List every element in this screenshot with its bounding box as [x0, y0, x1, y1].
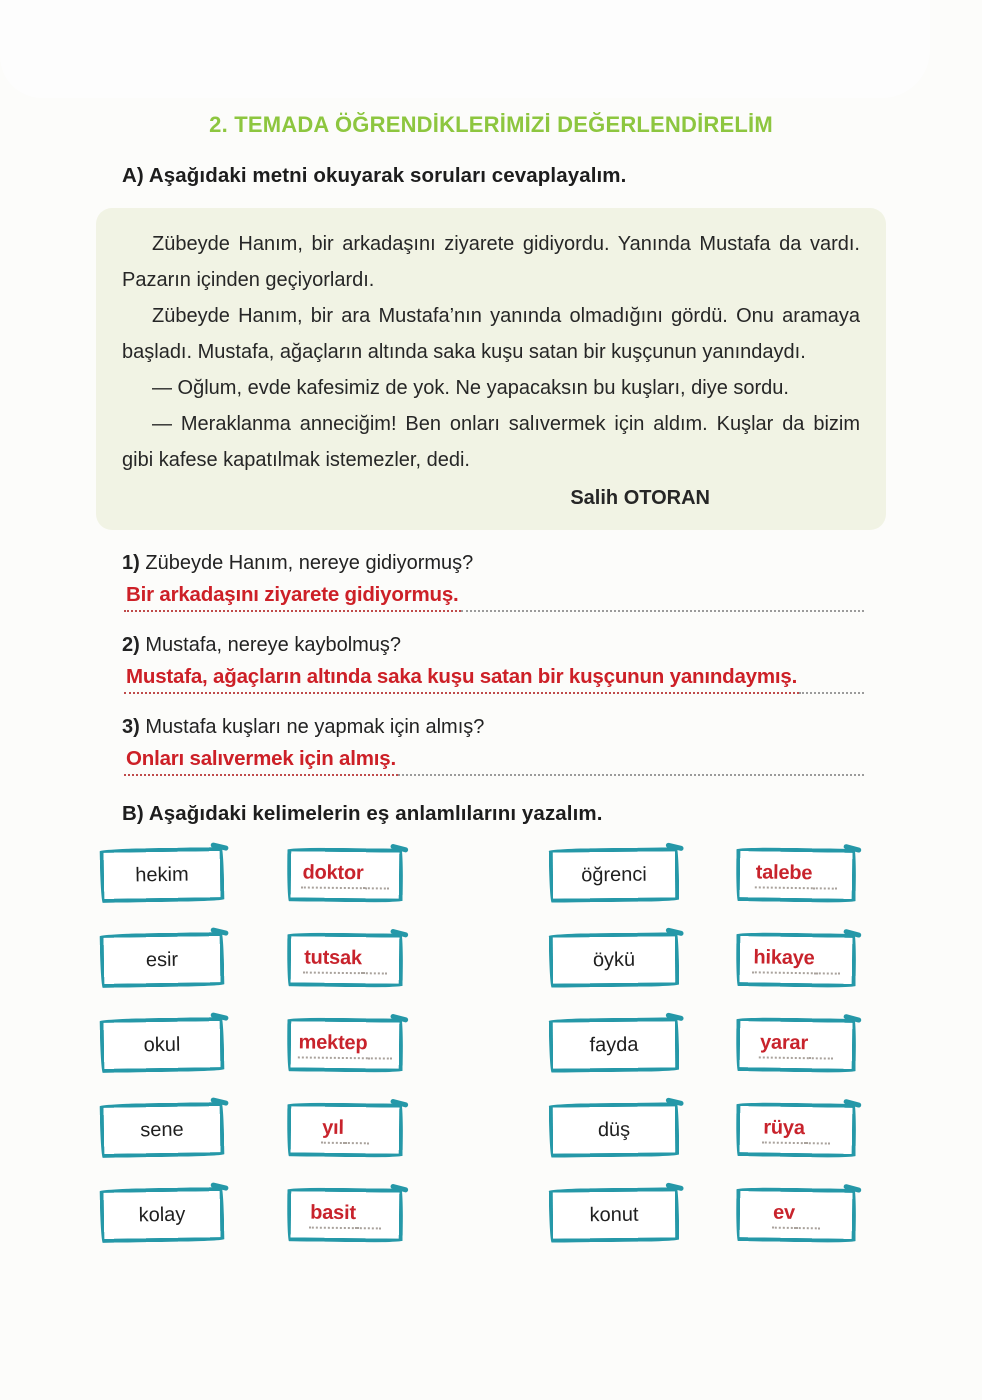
word-label: konut [589, 1203, 639, 1226]
synonym-grid [0, 848, 982, 1242]
synonym-answer: tutsak [303, 946, 363, 974]
word-box [100, 847, 225, 903]
synonym-answer-box[interactable] [287, 847, 404, 902]
question-1-text: Zübeyde Hanım, nereye gidiyormuş? [139, 552, 474, 574]
synonym-answer: hikaye [752, 946, 815, 974]
word-label: hekim [135, 863, 189, 886]
synonym-answer-box[interactable] [736, 1102, 857, 1158]
dotted-rule [796, 1216, 820, 1228]
question-3-answer: Onları salıvermek için almış. [124, 747, 398, 776]
synonym-answer-box[interactable] [736, 1017, 857, 1073]
question-2-answer: Mustafa, ağaçların altında saka kuşu satan bir kuşçunun yanındaymış. [124, 665, 799, 694]
synonym-answer-box[interactable] [287, 1017, 404, 1072]
word-label: öğrenci [581, 863, 647, 886]
synonym-row [0, 1018, 982, 1072]
section-a-heading: A) Aşağıdaki metni okuyarak soruları cevaplayalım. [122, 164, 627, 187]
synonym-answer-box[interactable] [287, 932, 404, 987]
word-box [100, 932, 225, 988]
passage-paragraph: — Meraklanma anneciğim! Ben onları salıvermek için aldım. Kuşlar da bizim gibi kafese kapatılmak istemezler, dedi. [122, 413, 860, 471]
word-box [549, 847, 680, 902]
dotted-rule [398, 764, 864, 776]
passage-paragraph: — Oğlum, evde kafesimiz de yok. Ne yapacaksın bu kuşları, diye sordu. [152, 377, 789, 399]
word-label: öykü [592, 948, 636, 971]
synonym-answer: talebe [754, 861, 813, 889]
question-3 [122, 716, 864, 739]
synonym-row [0, 1188, 982, 1242]
dotted-rule [799, 682, 864, 694]
question-2-answer-line[interactable] [124, 665, 864, 694]
question-3-number: 3) [122, 716, 140, 738]
question-1-number: 1) [122, 552, 140, 574]
word-label: düş [597, 1118, 631, 1141]
question-2 [122, 634, 864, 657]
synonym-answer: doktor [301, 861, 364, 889]
dotted-rule [815, 962, 839, 974]
synonym-answer-box[interactable] [736, 847, 857, 903]
word-box [100, 1017, 225, 1073]
questions-section [122, 552, 864, 776]
synonym-answer: yarar [759, 1031, 809, 1059]
synonym-answer-box[interactable] [736, 1187, 857, 1243]
question-2-number: 2) [122, 634, 140, 656]
word-label: kolay [138, 1203, 186, 1226]
word-box [549, 1102, 680, 1157]
question-1 [122, 552, 864, 575]
dotted-rule [357, 1217, 381, 1229]
dotted-rule [345, 1131, 369, 1143]
word-label: esir [145, 948, 179, 971]
dotted-rule [813, 877, 837, 889]
question-1-answer-line[interactable] [124, 583, 864, 612]
passage-author: Salih OTORAN [570, 487, 710, 509]
synonym-answer: basit [309, 1201, 357, 1229]
dotted-rule [461, 600, 864, 612]
question-3-text: Mustafa kuşları ne yapmak için almış? [139, 716, 485, 738]
word-box [100, 1102, 225, 1158]
synonym-answer-box[interactable] [287, 1102, 404, 1157]
question-1-answer: Bir arkadaşını ziyarete gidiyormuş. [124, 583, 461, 612]
dotted-rule [368, 1047, 392, 1059]
passage-paragraph: Zübeyde Hanım, bir ara Mustafa’nın yanında olmadığını gördü. Onu aramaya başladı. Mustafa, ağaçların altında saka kuşu satan bir kuşçunun yanındaydı. [122, 305, 860, 363]
word-label: sene [140, 1118, 184, 1141]
synonym-answer: mektep [297, 1031, 368, 1059]
synonym-answer: rüya [762, 1116, 806, 1144]
section-b-heading: B) Aşağıdaki kelimelerin eş anlamlılarını yazalım. [122, 802, 603, 825]
synonym-answer-box[interactable] [736, 932, 857, 988]
synonym-row [0, 933, 982, 987]
word-box [100, 1187, 225, 1243]
worksheet-title: 2. TEMADA ÖĞRENDİKLERİMİZİ DEĞERLENDİRELİM [209, 112, 773, 137]
dotted-rule [806, 1132, 830, 1144]
synonym-row [0, 1103, 982, 1157]
question-3-answer-line[interactable] [124, 747, 864, 776]
word-label: fayda [589, 1033, 639, 1056]
word-box [549, 932, 680, 987]
synonym-answer-box[interactable] [287, 1187, 404, 1242]
word-label: okul [143, 1033, 181, 1056]
word-box [549, 1187, 680, 1242]
question-2-text: Mustafa, nereye kaybolmuş? [139, 634, 402, 656]
dotted-rule [363, 962, 387, 974]
synonym-answer: ev [772, 1201, 796, 1228]
synonym-row [0, 848, 982, 902]
dotted-rule [809, 1047, 833, 1059]
reading-passage [96, 208, 886, 530]
passage-paragraph: Zübeyde Hanım, bir arkadaşını ziyarete gidiyordu. Yanında Mustafa da vardı. Pazarın içinden geçiyorlardı. [122, 233, 860, 291]
word-box [549, 1017, 680, 1072]
dotted-rule [364, 877, 388, 889]
synonym-answer: yıl [321, 1116, 345, 1143]
